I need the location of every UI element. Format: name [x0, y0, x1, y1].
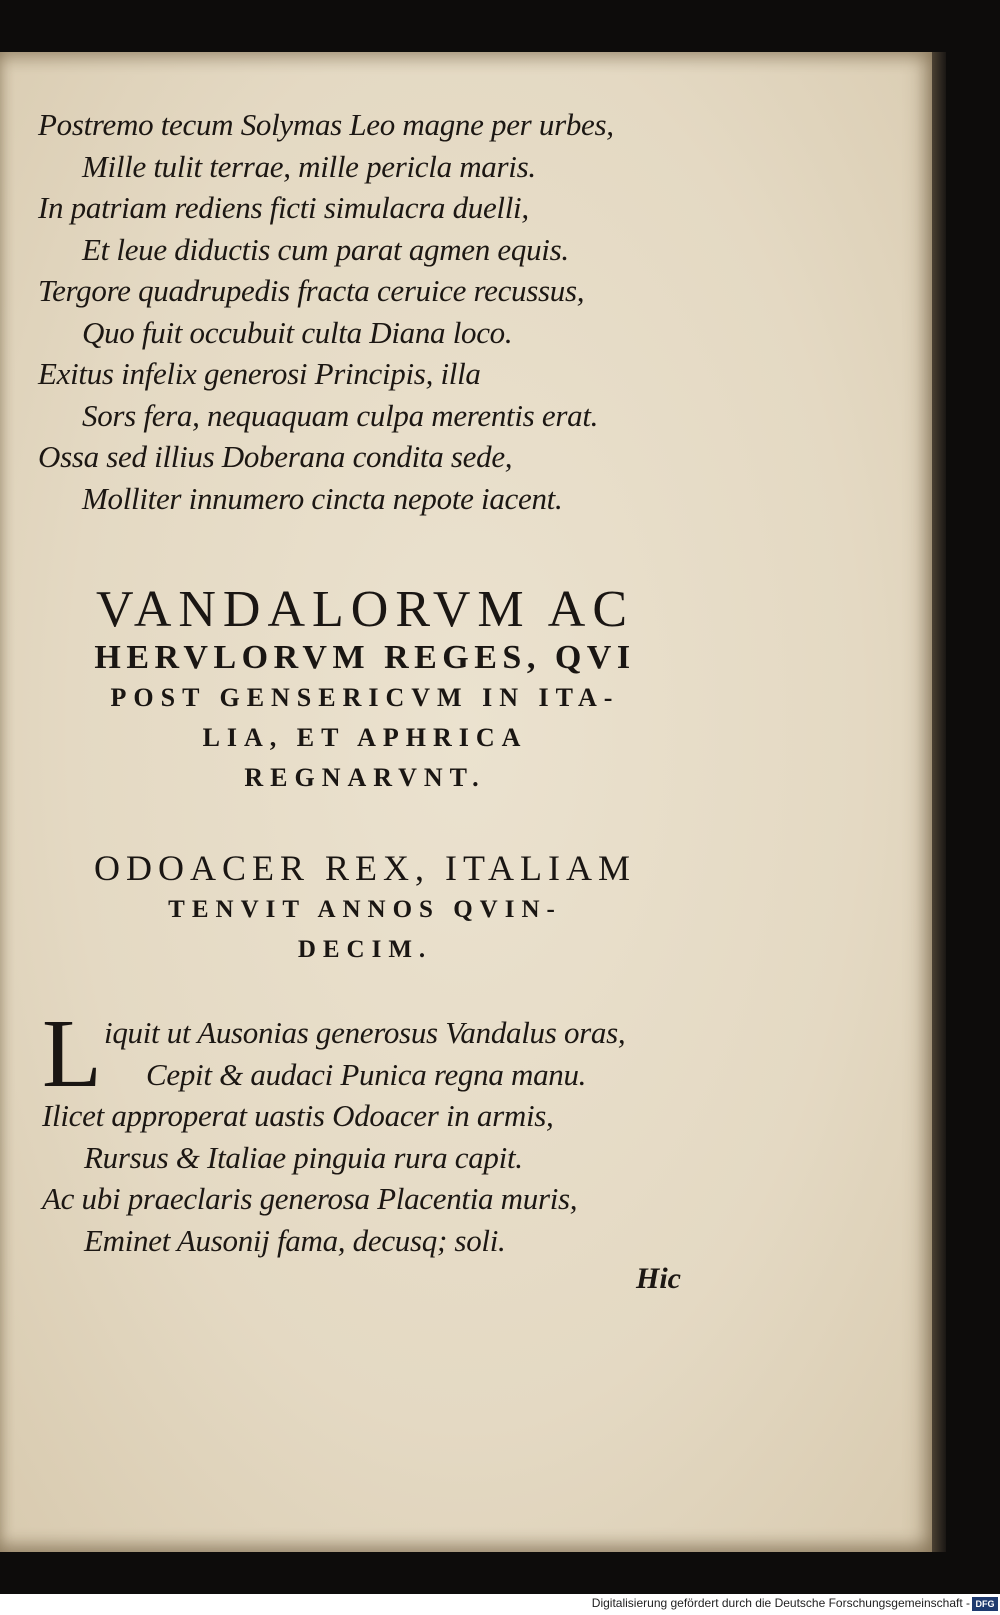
verse-line: Ossa sed illius Doberana condita sede,	[38, 439, 513, 474]
verse-line: Ilicet approperat uastis Odoacer in armis,	[42, 1098, 554, 1133]
verse-line: In patriam rediens ficti simulacra duelli,	[38, 190, 529, 225]
heading-line: DECIM.	[297, 936, 433, 963]
heading-line: ODOACER REX, ITALIAM	[93, 848, 637, 888]
digitization-footer	[0, 1594, 1000, 1615]
heading-line: REGNARVNT.	[244, 763, 486, 792]
section-heading	[40, 582, 690, 798]
verse-line: Rursus & Italiae pinguia rura capit.	[84, 1139, 523, 1175]
verse-line: Exitus infelix generosi Principis, illa	[38, 356, 481, 391]
verse-line: Molliter innumero cincta nepote iacent.	[82, 480, 563, 516]
heading-line: POST GENSERICVM IN ITA-	[110, 683, 620, 712]
verse-line: Tergore quadrupedis fracta ceruice recussus,	[38, 273, 585, 308]
verse-line: Eminet Ausonij fama, decusq; soli.	[84, 1222, 506, 1258]
heading-line: VANDALORVM AC	[95, 581, 635, 638]
verse-line: Postremo tecum Solymas Leo magne per urbes,	[38, 107, 614, 142]
dfg-logo: DFG	[972, 1597, 998, 1611]
verse-block-top	[0, 104, 932, 519]
verse-line: iquit ut Ausonias generosus Vandalus oras,	[104, 1015, 626, 1050]
heading-line: HERVLORVM REGES, QVI	[94, 639, 636, 676]
heading-line: TENVIT ANNOS QVIN-	[168, 896, 562, 923]
verse-line: Mille tulit terrae, mille pericla maris.	[82, 148, 536, 184]
subsection-heading	[40, 846, 690, 970]
drop-capital: L	[42, 1000, 102, 1108]
page-edge	[932, 52, 946, 1552]
verse-line: Sors fera, nequaquam culpa merentis erat.	[82, 397, 599, 433]
heading-line: LIA, ET APHRICA	[202, 723, 528, 752]
verse-line: Ac ubi praeclaris generosa Placentia muris,	[42, 1181, 578, 1216]
verse-line: Quo fuit occubuit culta Diana loco.	[82, 314, 513, 350]
verse-block-bottom	[0, 1000, 932, 1261]
footer-credit: Digitalisierung gefördert durch die Deutsche Forschungsgemeinschaft -	[591, 1596, 970, 1610]
verse-line: Et leue diductis cum parat agmen equis.	[82, 231, 569, 267]
verse-line: Cepit & audaci Punica regna manu.	[146, 1056, 587, 1092]
catchword: Hic	[636, 1262, 681, 1295]
